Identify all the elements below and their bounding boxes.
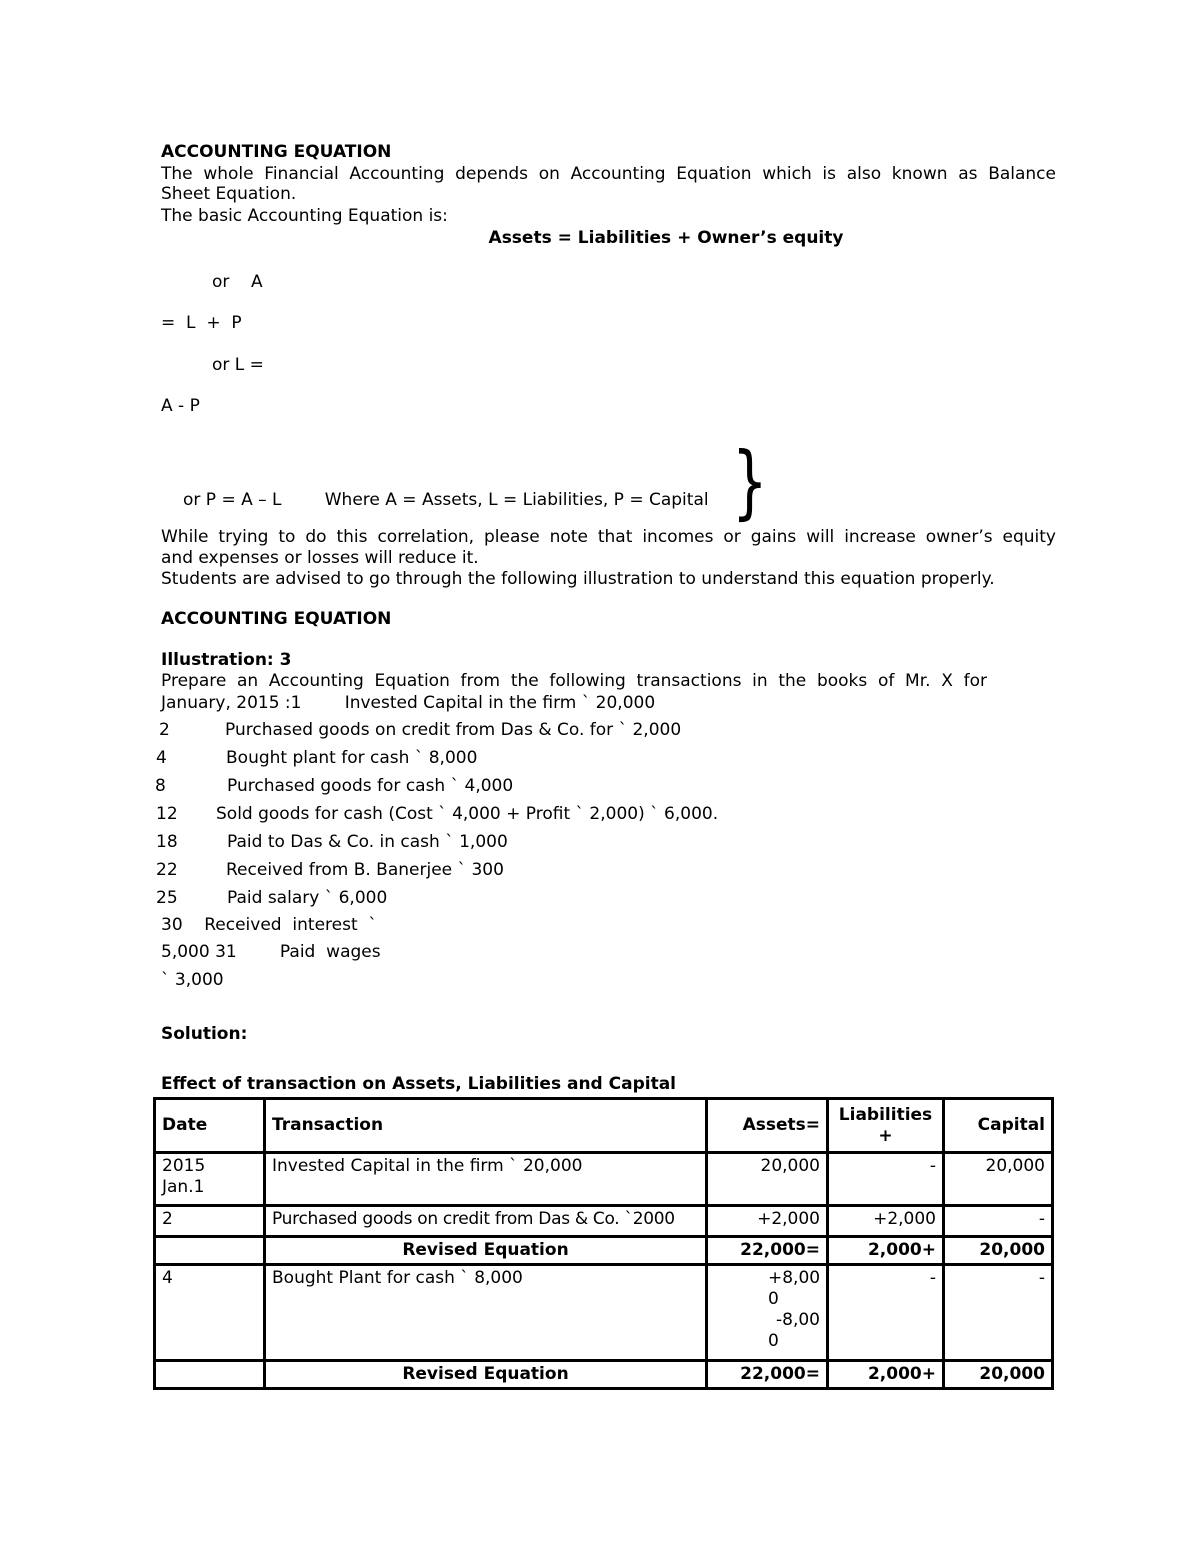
transaction-day: 8 xyxy=(155,776,166,796)
row-transaction: Invested Capital in the firm ` 20,000 xyxy=(265,1153,707,1206)
prepare-line-2: January, 2015 :1 Invested Capital in the firm ` 20,000 xyxy=(161,693,656,713)
row-date-year: 2015 xyxy=(162,1156,206,1176)
row-capital: 20,000 xyxy=(944,1153,1053,1206)
row-assets: 20,000 xyxy=(707,1153,828,1206)
transaction-day: 4 xyxy=(156,748,167,768)
tail-line-2: 5,000 31 Paid wages xyxy=(161,942,381,962)
accounting-equation-table xyxy=(153,1097,1054,1390)
intro-line-1: The whole Financial Accounting depends on Accounting Equation which is also known as Balance xyxy=(161,164,1056,184)
transaction-day: 22 xyxy=(156,860,178,880)
intro-line-2: Sheet Equation. xyxy=(161,184,297,204)
row-assets-line: -8,00 xyxy=(776,1310,820,1330)
row-capital: - xyxy=(944,1265,1053,1361)
header-date: Date xyxy=(155,1099,265,1153)
row-date: 4 xyxy=(155,1265,265,1361)
header-liabilities xyxy=(828,1099,944,1153)
alt-equation-3: or P = A – L Where A = Assets, L = Liabilities, P = Capital xyxy=(183,490,709,510)
heading-accounting-equation-2: ACCOUNTING EQUATION xyxy=(161,609,392,629)
header-transaction: Transaction xyxy=(265,1099,707,1153)
row-liabilities: - xyxy=(828,1153,944,1206)
row-assets-line: +8,00 xyxy=(768,1268,821,1288)
transaction-text: Paid to Das & Co. in cash ` 1,000 xyxy=(227,832,508,852)
transaction-day: 18 xyxy=(156,832,178,852)
header-assets: Assets= xyxy=(707,1099,828,1153)
row-date-empty xyxy=(155,1237,265,1265)
revised-liabilities: 2,000+ xyxy=(828,1237,944,1265)
revised-equation-row xyxy=(155,1237,1053,1265)
alt-equation-2b: A - P xyxy=(161,396,200,416)
basic-equation-intro: The basic Accounting Equation is: xyxy=(161,206,448,226)
revised-equation-label: Revised Equation xyxy=(265,1361,707,1389)
row-transaction: Purchased goods on credit from Das & Co. `2000 xyxy=(265,1206,707,1237)
alt-equation-1a: or A xyxy=(212,272,263,292)
revised-equation-row xyxy=(155,1361,1053,1389)
tail-line-3: ` 3,000 xyxy=(161,970,224,990)
alt-equation-2a: or L = xyxy=(212,355,264,375)
curly-brace: } xyxy=(732,435,768,528)
main-equation: Assets = Liabilities + Owner’s equity xyxy=(488,228,844,248)
transaction-text: Paid salary ` 6,000 xyxy=(227,888,388,908)
header-liabilities-plus: + xyxy=(878,1125,893,1146)
alt-equation-1b: = L + P xyxy=(161,313,242,333)
transaction-day: 25 xyxy=(156,888,178,908)
row-date xyxy=(155,1153,265,1206)
illustration-title: Illustration: 3 xyxy=(161,650,292,670)
transaction-text: Purchased goods on credit from Das & Co. for ` 2,000 xyxy=(225,720,682,740)
transaction-text: Sold goods for cash (Cost ` 4,000 + Profit ` 2,000) ` 6,000. xyxy=(216,804,719,824)
table-row xyxy=(155,1265,1053,1361)
row-transaction: Bought Plant for cash ` 8,000 xyxy=(265,1265,707,1361)
revised-equation-label: Revised Equation xyxy=(265,1237,707,1265)
row-liabilities: - xyxy=(828,1265,944,1361)
row-assets xyxy=(707,1265,828,1361)
transaction-day: 12 xyxy=(156,804,178,824)
note-line-3: Students are advised to go through the following illustration to understand this equation properly. xyxy=(161,569,995,589)
revised-capital: 20,000 xyxy=(944,1361,1053,1389)
table-row xyxy=(155,1206,1053,1237)
revised-assets: 22,000= xyxy=(707,1361,828,1389)
row-date-empty xyxy=(155,1361,265,1389)
revised-liabilities: 2,000+ xyxy=(828,1361,944,1389)
row-capital: - xyxy=(944,1206,1053,1237)
transaction-day: 2 xyxy=(159,720,170,740)
transaction-text: Bought plant for cash ` 8,000 xyxy=(226,748,478,768)
transaction-text: Purchased goods for cash ` 4,000 xyxy=(227,776,514,796)
row-date-day: Jan.1 xyxy=(162,1177,205,1197)
note-line-1: While trying to do this correlation, please note that incomes or gains will increase owner’s equity xyxy=(161,527,1056,547)
tail-line-1: 30 Received interest ` xyxy=(161,915,377,935)
header-liabilities-label: Liabilities xyxy=(838,1104,933,1125)
revised-capital: 20,000 xyxy=(944,1237,1053,1265)
row-date: 2 xyxy=(155,1206,265,1237)
revised-assets: 22,000= xyxy=(707,1237,828,1265)
table-header-row xyxy=(155,1099,1053,1153)
prepare-line-1: Prepare an Accounting Equation from the following transactions in the books of Mr. X for xyxy=(161,671,987,691)
solution-label: Solution: xyxy=(161,1024,248,1044)
row-assets-line: 0 xyxy=(768,1331,779,1351)
row-liabilities: +2,000 xyxy=(828,1206,944,1237)
transaction-text: Received from B. Banerjee ` 300 xyxy=(226,860,504,880)
table-row xyxy=(155,1153,1053,1206)
header-capital: Capital xyxy=(944,1099,1053,1153)
note-line-2: and expenses or losses will reduce it. xyxy=(161,548,479,568)
row-assets: +2,000 xyxy=(707,1206,828,1237)
row-assets-line: 0 xyxy=(768,1289,779,1309)
table-title: Effect of transaction on Assets, Liabilities and Capital xyxy=(161,1074,677,1094)
heading-accounting-equation: ACCOUNTING EQUATION xyxy=(161,142,392,162)
